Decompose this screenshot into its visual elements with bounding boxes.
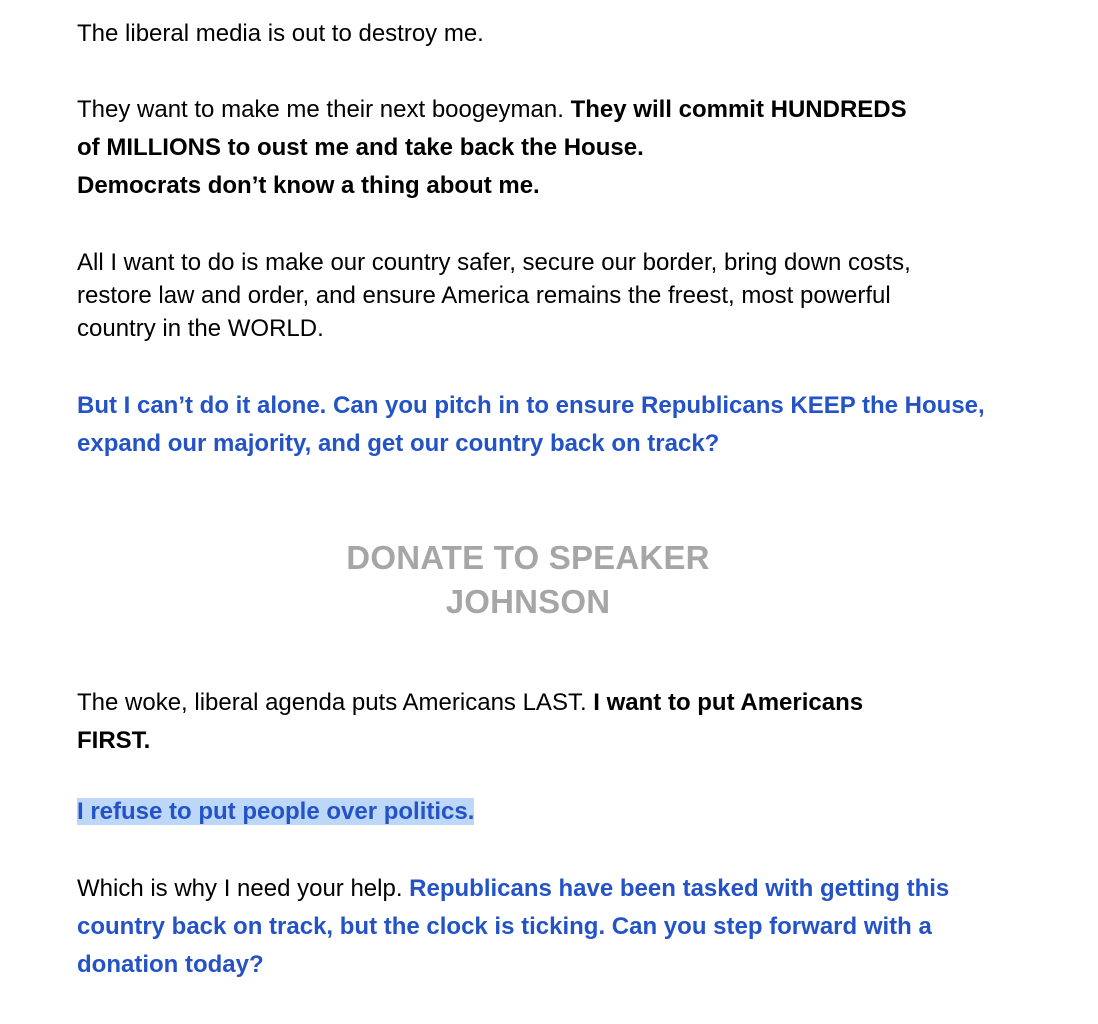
donate-button-label: JOHNSON [445,583,611,620]
donation-link-line[interactable]: donation today? [77,951,264,978]
text-line: The liberal media is out to destroy me. [77,20,484,47]
normal-text: They want to make me their next boogeyman. [77,96,571,123]
paragraph-goals [77,246,911,345]
bold-text-line: Democrats don’t know a thing about me. [77,172,540,199]
text-line: restore law and order, and ensure America remains the freest, most powerful [77,282,891,309]
text-line: All I want to do is make our country safer, secure our border, bring down costs, [77,249,911,276]
donation-link-line[interactable]: country back on track, but the clock is ticking. Can you step forward with a [77,913,932,940]
text-line [77,870,1050,908]
paragraph-media-attack [77,15,484,53]
normal-text: The woke, liberal agenda puts Americans LAST. [77,689,594,716]
donation-link-line[interactable]: expand our majority, and get our country back on track? [77,430,720,457]
bold-text: They will commit HUNDREDS [570,96,907,123]
bold-text-line: FIRST. [77,727,151,754]
bold-text: I want to put Americans [593,689,864,716]
donation-link-text[interactable]: Republicans have been tasked with getting this [409,875,950,902]
paragraph-ask-house[interactable] [77,387,985,463]
donate-button[interactable] [300,536,756,624]
paragraph-need-help [77,870,1050,984]
text-line: country in the WORLD. [77,315,324,342]
paragraph-americans-first [77,684,863,760]
highlighted-link-text[interactable]: I refuse to put people over politics. [77,798,475,825]
text-line [77,684,863,722]
donation-link-line[interactable]: But I can’t do it alone. Can you pitch in to ensure Republicans KEEP the House, [77,392,985,419]
paragraph-boogeyman [77,91,907,205]
donate-button-label: DONATE TO SPEAKER [346,539,710,576]
paragraph-politics[interactable] [77,793,474,831]
text-line[interactable] [77,793,474,831]
normal-text: Which is why I need your help. [77,875,410,902]
bold-text-line: of MILLIONS to oust me and take back the House. [77,134,644,161]
text-line [77,91,907,129]
